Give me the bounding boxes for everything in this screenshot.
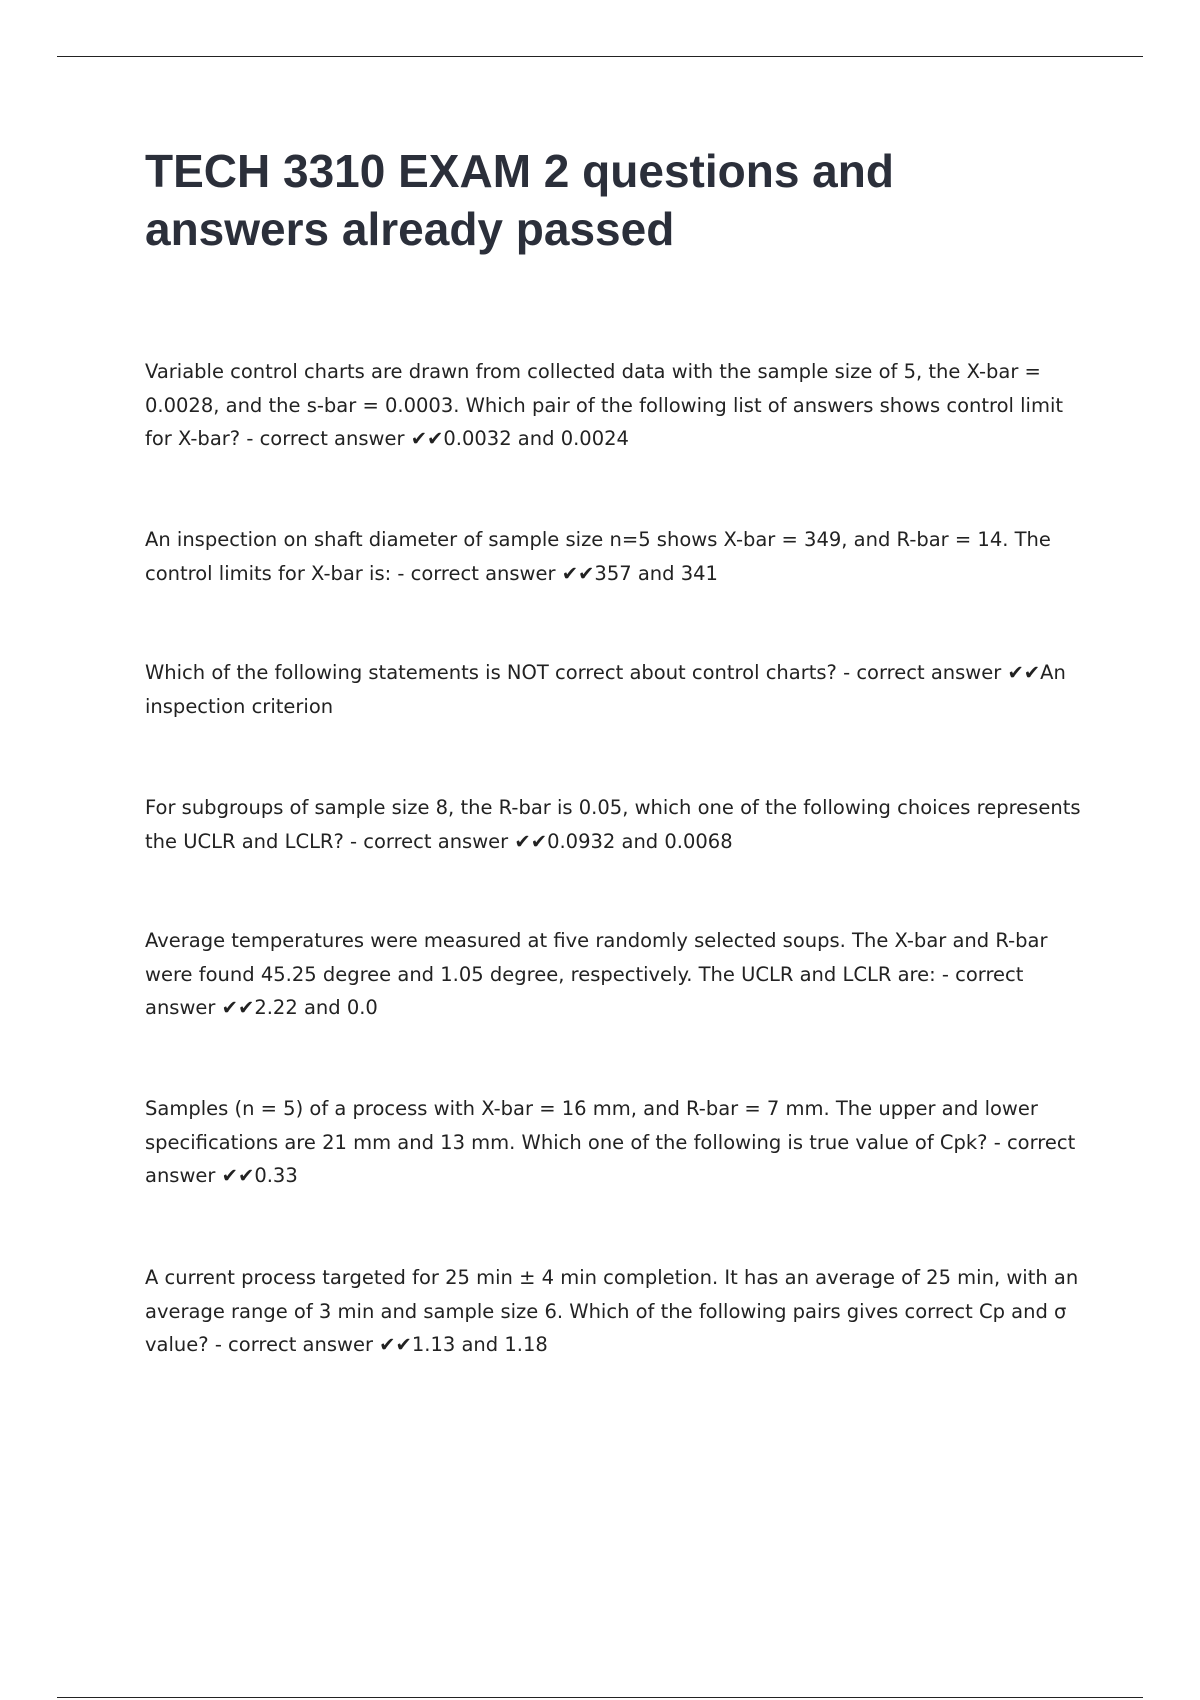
double-check-icon: ✔✔	[221, 996, 255, 1019]
answer-separator: - correct answer	[836, 661, 1008, 684]
double-check-icon: ✔✔	[221, 1164, 255, 1187]
answer-separator: - correct answer	[391, 561, 562, 585]
qa-item	[145, 523, 1090, 590]
answer-text: 0.0932 and 0.0068	[547, 829, 733, 853]
answer-separator: - correct answer	[343, 829, 515, 853]
double-check-icon: ✔✔	[379, 1333, 412, 1356]
question-text: Average temperatures were measured at five randomly selected soups. The X-bar and R-bar were found 45.25 degree and 1.05 degree, respectively. The UCLR and LCLR are:	[145, 929, 1048, 986]
answer-separator: - correct answer	[145, 962, 1024, 1019]
question-text: Which of the following statements is NOT correct about control charts?	[145, 661, 837, 684]
answer-separator: - correct answer	[208, 1333, 380, 1356]
qa-item	[145, 1261, 1090, 1362]
question-text: An inspection on shaft diameter of sample size n=5 shows X-bar = 349, and R-bar = 14. The control limits for X-bar is:	[145, 528, 1051, 585]
top-rule	[57, 56, 1143, 57]
qa-item	[145, 1092, 1090, 1193]
answer-text: An inspection criterion	[145, 661, 1066, 718]
answer-text: 357 and 341	[594, 561, 718, 585]
answer-separator: - correct answer	[145, 1130, 1076, 1187]
question-text: Variable control charts are drawn from collected data with the sample size of 5, the X-bar = 0.0028, and the s-bar = 0.0003. Which pair of the following list of answers shows control limit for X-bar?	[145, 360, 1064, 450]
qa-item	[145, 656, 1090, 723]
document-title: TECH 3310 EXAM 2 questions and answers already passed	[145, 145, 894, 255]
question-text: Samples (n = 5) of a process with X-bar = 16 mm, and R-bar = 7 mm. The upper and lower specifications are 21 mm and 13 mm. Which one of the following is true value of Cpk?	[145, 1097, 1038, 1154]
qa-item	[145, 355, 1090, 456]
qa-item	[145, 924, 1090, 1025]
double-check-icon: ✔✔	[410, 427, 444, 450]
answer-text: 2.22 and 0.0	[254, 996, 378, 1019]
qa-item	[145, 791, 1090, 858]
bottom-rule	[57, 1697, 1143, 1698]
answer-separator: - correct answer	[240, 427, 411, 450]
answer-text: 0.33	[254, 1164, 298, 1187]
question-text: A current process targeted for 25 min ± 4 min completion. It has an average of 25 min, with an average range of 3 min and sample size 6. Which of the following pairs gives correct Cp and σ value?	[145, 1266, 1079, 1356]
double-check-icon: ✔✔	[1007, 661, 1041, 684]
question-text: For subgroups of sample size 8, the R-bar is 0.05, which one of the following choices represents the UCLR and LCLR?	[145, 796, 1081, 853]
double-check-icon: ✔✔	[514, 829, 548, 853]
answer-text: 1.13 and 1.18	[411, 1333, 548, 1356]
double-check-icon: ✔✔	[561, 561, 595, 585]
answer-text: 0.0032 and 0.0024	[443, 427, 629, 450]
